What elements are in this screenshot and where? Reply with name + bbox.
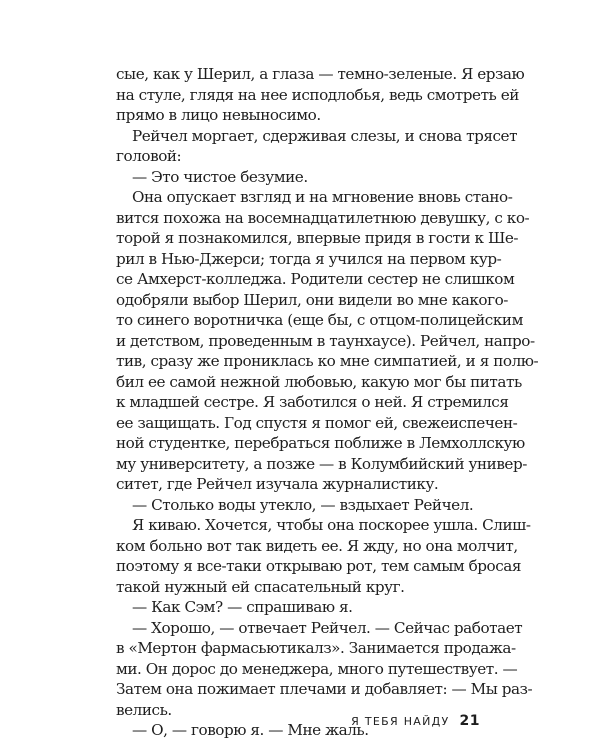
page-number: 21 — [459, 713, 480, 729]
text-line: Она опускает взгляд и на мгновение вновь стано- — [132, 188, 513, 206]
text-line: к младшей сестре. Я заботился о ней. Я стремился — [116, 393, 509, 411]
text-line: сые, как у Шерил, а глаза — темно-зеленые. Я ерзаю — [116, 65, 525, 83]
text-line: бил ее самой нежной любовью, какую мог бы питать — [116, 372, 522, 391]
text-line: головой: — [116, 147, 182, 165]
text-line: Затем она пожимает плечами и добавляет: — Мы раз- — [116, 680, 533, 698]
page-footer — [351, 711, 480, 731]
text-line: — Как Сэм? — спрашиваю я. — [132, 598, 353, 616]
text-line: Я киваю. Хочется, чтобы она поскорее ушла. Слиш- — [132, 516, 531, 534]
text-line: се Амхерст-колледжа. Родители сестер не слишком — [116, 270, 515, 288]
text-line: — Столько воды утекло, — вздыхает Рейчел. — [132, 495, 474, 514]
text-line: велись. — [116, 700, 172, 719]
text-line: прямо в лицо невыносимо. — [116, 106, 321, 124]
text-line: торой я познакомился, впервые придя в гости к Ше- — [116, 229, 519, 247]
text-line: ком больно вот так видеть ее. Я жду, но она молчит, — [116, 536, 518, 555]
text-line: — Хорошо, — отвечает Рейчел. — Сейчас работает — [132, 618, 523, 637]
text-line: поэтому я все-таки открываю рот, тем самым бросая — [116, 557, 522, 575]
text-line: на стуле, глядя на нее исподлобья, ведь смотреть ей — [116, 85, 519, 104]
text-line: — О, — говорю я. — Мне жаль. — [132, 721, 369, 739]
text-line: в «Мертон фармасьютикалз». Занимается продажа- — [116, 639, 516, 657]
text-line: му университету, а позже — в Колумбийский универ- — [116, 454, 527, 473]
text-line: такой нужный ей спасательный круг. — [116, 577, 405, 596]
text-line: то синего воротничка (еще бы, с отцом-полицейским — [116, 311, 523, 329]
text-line: и детством, проведенным в таунхаусе). Рейчел, напро- — [116, 331, 535, 350]
text-line: ее защищать. Год спустя я помог ей, свежеиспечен- — [116, 413, 518, 432]
body-text — [116, 64, 539, 741]
text-line: ми. Он дорос до менеджера, много путешествует. — — [116, 659, 518, 678]
text-line: ситет, где Рейчел изучала журналистику. — [116, 475, 439, 493]
text-line: — Это чистое безумие. — [132, 167, 308, 186]
text-line: ной студентке, перебраться поближе в Лемхоллскую — [116, 434, 525, 452]
text-line: одобряли выбор Шерил, они видели во мне какого- — [116, 290, 508, 309]
text-line: тив, сразу же прониклась ко мне симпатией, и я полю- — [116, 352, 539, 370]
text-line: рил в Нью-Джерси; тогда я учился на первом кур- — [116, 249, 502, 268]
text-line: вится похожа на восемнадцатилетнюю девушку, с ко- — [116, 208, 530, 227]
text-line: Рейчел моргает, сдерживая слезы, и снова трясет — [132, 126, 518, 145]
running-title: Я ТЕБЯ НАЙДУ — [351, 714, 450, 728]
